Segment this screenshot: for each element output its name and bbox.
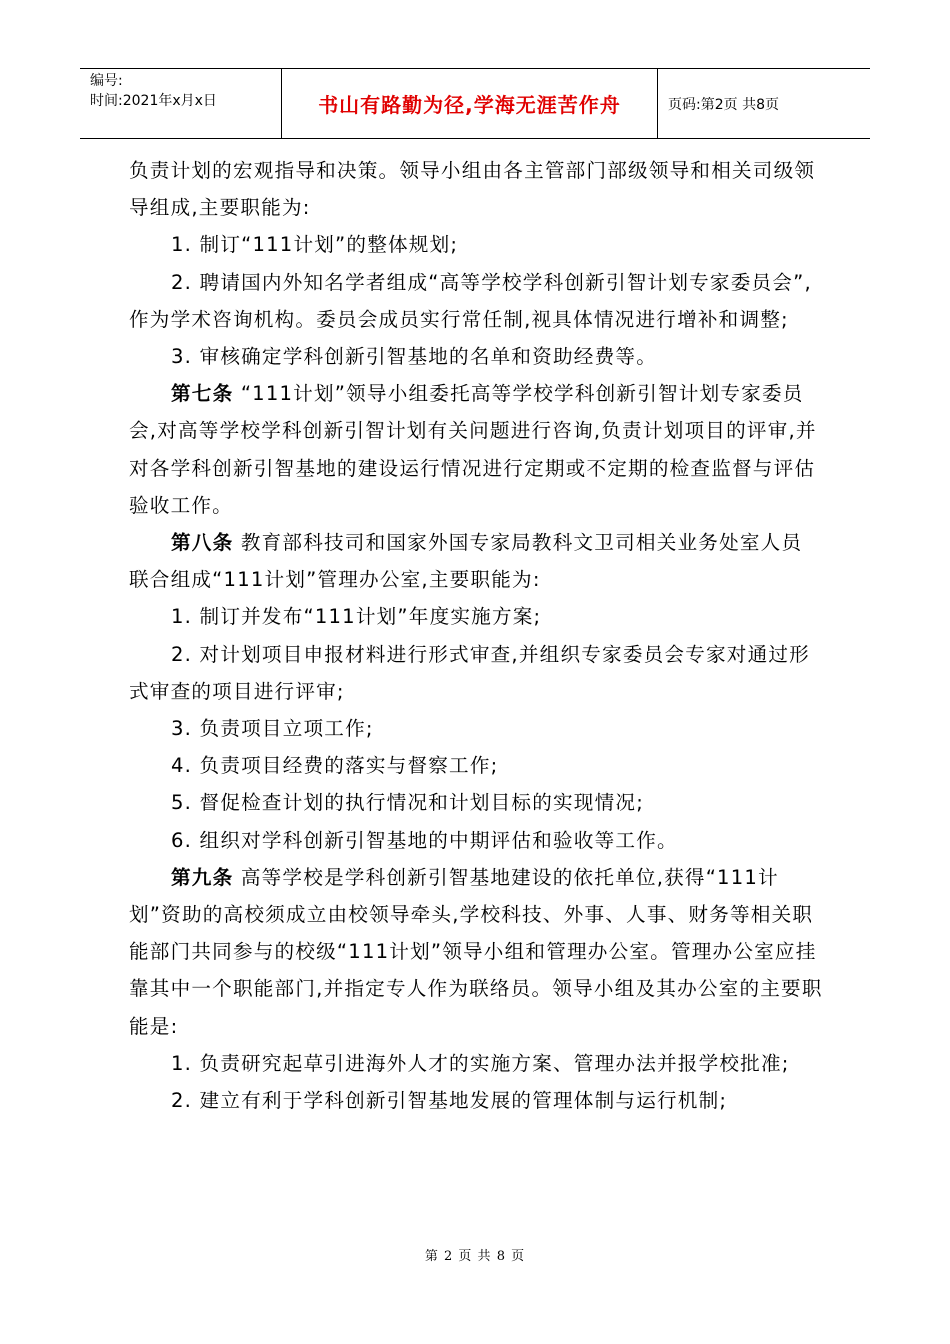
- page-footer: 第 2 页 共 8 页: [424, 1249, 526, 1264]
- paragraph-text: “111计划”领导小组委托高等学校学科创新引智计划专家委员会,对高等学校学科创新引智计划有关问题进行咨询,负责计划项目的评审,并对各学科创新引智基地的建设运行情况进行定期或不定期的检查监督与评估验收工作。: [129, 382, 817, 517]
- body-paragraph: [129, 1082, 823, 1119]
- article-number: 第八条: [171, 531, 234, 555]
- document-body: [129, 152, 823, 1119]
- document-time-label: 时间:2021年x月x日: [90, 93, 217, 109]
- body-paragraph: [129, 264, 823, 338]
- paragraph-text: 1. 制订“111计划”的整体规划;: [171, 233, 459, 257]
- article-number: 第九条: [171, 865, 234, 889]
- article-paragraph: [129, 859, 823, 1045]
- article-paragraph: [129, 375, 823, 524]
- paragraph-text: 教育部科技司和国家外国专家局教科文卫司相关业务处室人员联合组成“111计划”管理办公室,主要职能为:: [129, 531, 803, 592]
- paragraph-text: 高等学校是学科创新引智基地建设的依托单位,获得“111计划”资助的高校须成立由校领导牵头,学校科技、外事、人事、财务等相关职能部门共同参与的校级“111计划”领导小组和管理办公室。管理办公室应挂靠其中一个职能部门,并指定专人作为联络员。领导小组及其办公室的主要职能是:: [129, 865, 823, 1038]
- body-paragraph: [129, 598, 823, 635]
- paragraph-text: 4. 负责项目经费的落实与督察工作;: [171, 754, 499, 778]
- body-paragraph: [129, 338, 823, 375]
- document-number-label: 编号:: [90, 73, 123, 89]
- article-paragraph: [129, 524, 823, 598]
- paragraph-text: 1. 负责研究起草引进海外人才的实施方案、管理办法并报学校批准;: [171, 1051, 790, 1075]
- body-paragraph: [129, 152, 823, 226]
- paragraph-text: 2. 聘请国内外知名学者组成“高等学校学科创新引智计划专家委员会”,作为学术咨询机构。委员会成员实行常任制,视具体情况进行增补和调整;: [129, 270, 812, 331]
- paragraph-text: 3. 负责项目立项工作;: [171, 717, 374, 741]
- header-motto: 书山有路勤为径,学海无涯苦作舟: [282, 69, 658, 138]
- paragraph-text: 1. 制订并发布“111计划”年度实施方案;: [171, 605, 542, 629]
- paragraph-text: 负责计划的宏观指导和决策。领导小组由各主管部门部级领导和相关司级领导组成,主要职能为:: [129, 159, 816, 220]
- paragraph-text: 2. 建立有利于学科创新引智基地发展的管理体制与运行机制;: [171, 1089, 728, 1113]
- body-paragraph: [129, 747, 823, 784]
- paragraph-text: 3. 审核确定学科创新引智基地的名单和资助经费等。: [171, 345, 657, 369]
- body-paragraph: [129, 226, 823, 263]
- paragraph-text: 5. 督促检查计划的执行情况和计划目标的实现情况;: [171, 791, 644, 815]
- header-meta: [80, 69, 282, 138]
- body-paragraph: [129, 784, 823, 821]
- header-page-info: 页码:第2页 共8页: [668, 96, 779, 113]
- page-header: [80, 68, 870, 139]
- body-paragraph: [129, 822, 823, 859]
- body-paragraph: [129, 636, 823, 710]
- body-paragraph: [129, 710, 823, 747]
- paragraph-text: 6. 组织对学科创新引智基地的中期评估和验收等工作。: [171, 828, 678, 852]
- body-paragraph: [129, 1045, 823, 1082]
- article-number: 第七条: [171, 382, 234, 406]
- paragraph-text: 2. 对计划项目申报材料进行形式审查,并组织专家委员会专家对通过形式审查的项目进行评审;: [129, 642, 810, 703]
